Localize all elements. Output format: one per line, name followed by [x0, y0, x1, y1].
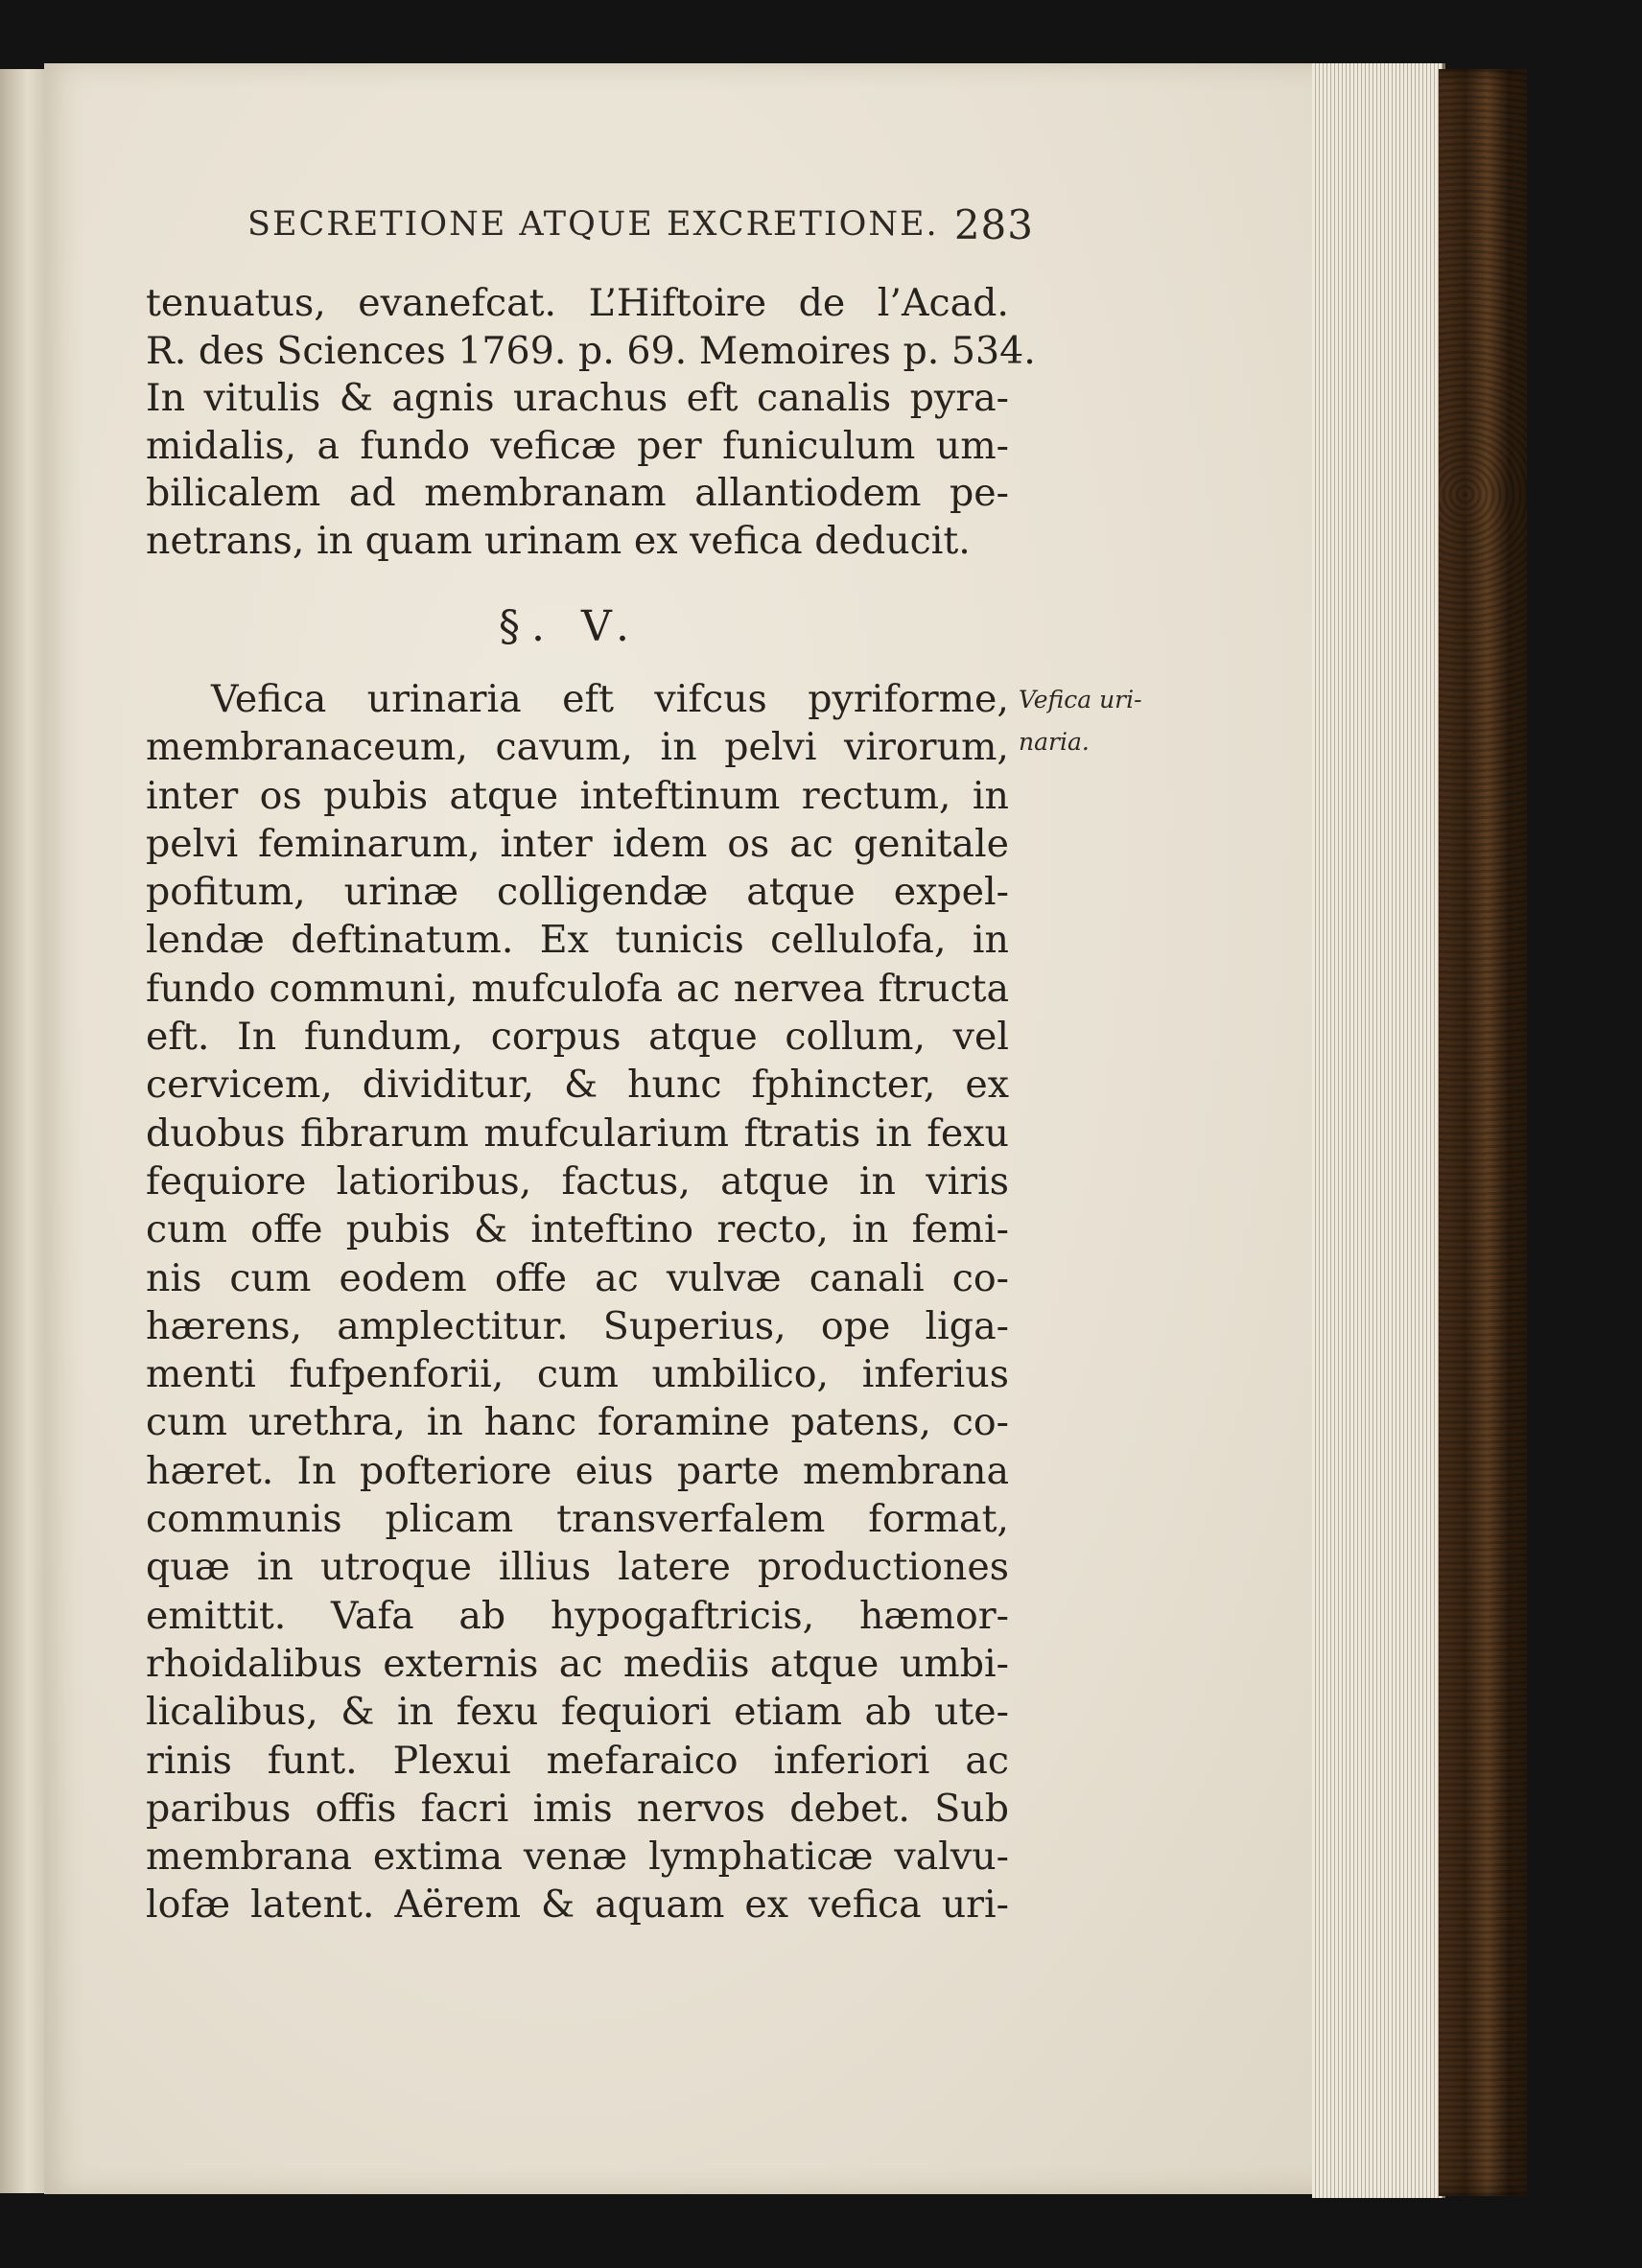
page-number: 283 — [953, 201, 1034, 248]
text-line: eft. In fundum, corpus atque collum, vel — [146, 1015, 1009, 1060]
text-line: nis cum eodem offe ac vulvæ canali co- — [146, 1255, 1009, 1300]
text-line: In vitulis & agnis urachus eft canalis pyra- — [146, 376, 1009, 421]
text-line: pofitum, urinæ colligendæ atque expel- — [146, 870, 1009, 915]
text-line: menti fufpenforii, cum umbilico, inferius — [146, 1352, 1009, 1397]
text-line: emittit. Vafa ab hypogaftricis, hæmor- — [146, 1593, 1009, 1638]
text-line: R. des Sciences 1769. p. 69. Memoires p. 534. — [146, 328, 1036, 373]
text-line: inter os pubis atque inteftinum rectum, in — [146, 773, 1009, 818]
text-line: Vefica urinaria eft vifcus pyriforme, — [211, 677, 1009, 721]
text-line: bilicalem ad membranam allantiodem pe- — [146, 471, 1009, 516]
text-line: cervicem, dividitur, & hunc fphincter, ex — [146, 1063, 1009, 1108]
text-line: membranaceum, cavum, in pelvi virorum, — [146, 725, 1009, 770]
text-line: tenuatus, evanefcat. L’Hiftoire de l’Acad. — [146, 281, 1009, 325]
text-line: pelvi feminarum, inter idem os ac genitale — [146, 821, 1009, 866]
text-line: paribus offis facri imis nervos debet. Sub — [146, 1786, 1009, 1831]
text-line: communis plicam transverfalem format, — [146, 1497, 1009, 1542]
text-line: lendæ deftinatum. Ex tunicis cellulofa, in — [146, 918, 1009, 963]
text-line: membrana extima venæ lymphaticæ valvu- — [146, 1835, 1009, 1880]
text-line: netrans, in quam urinam ex vefica deducit. — [146, 518, 971, 563]
text-line: rhoidalibus externis ac mediis atque umbi- — [146, 1641, 1009, 1686]
text-line: fequiore latioribus, factus, atque in viris — [146, 1158, 1009, 1204]
marginal-note — [1019, 679, 1142, 763]
page-stack-edge — [1312, 63, 1445, 2198]
running-head — [247, 201, 1034, 248]
text-line: duobus fibrarum mufcularium ftratis in fexu — [146, 1111, 1009, 1156]
text-line: fundo communi, mufculofa ac nervea ftructa — [146, 966, 1009, 1011]
marginal-note-line: Vefica uri- — [1019, 686, 1142, 713]
paragraph-continued — [146, 280, 1036, 566]
facing-page-edge — [0, 69, 50, 2193]
text-line: lofæ latent. Aërem & aquam ex vefica uri- — [146, 1882, 1009, 1928]
text-line: cum urethra, in hanc foramine patens, co- — [146, 1400, 1009, 1445]
text-line: cum offe pubis & inteftino recto, in femi- — [146, 1207, 1009, 1252]
book-cover — [1439, 69, 1527, 2196]
marginal-note-line: naria. — [1019, 728, 1090, 756]
text-line: licalibus, & in fexu fequiori etiam ab ute- — [146, 1690, 1009, 1735]
text-line: rinis funt. Plexui mefaraico inferiori ac — [146, 1738, 1009, 1783]
running-head-title: SECRETIONE ATQUE EXCRETIONE. — [247, 205, 939, 244]
text-line: hærens, amplectitur. Superius, ope liga- — [146, 1303, 1009, 1348]
paragraph-vesica — [146, 675, 1009, 1929]
section-heading: §. V. — [499, 602, 642, 651]
text-line: midalis, a fundo veficæ per funiculum um- — [146, 423, 1009, 468]
text-line: quæ in utroque illius latere productiones — [146, 1545, 1009, 1590]
text-line: hæret. In pofteriore eius parte membrana — [146, 1448, 1009, 1493]
